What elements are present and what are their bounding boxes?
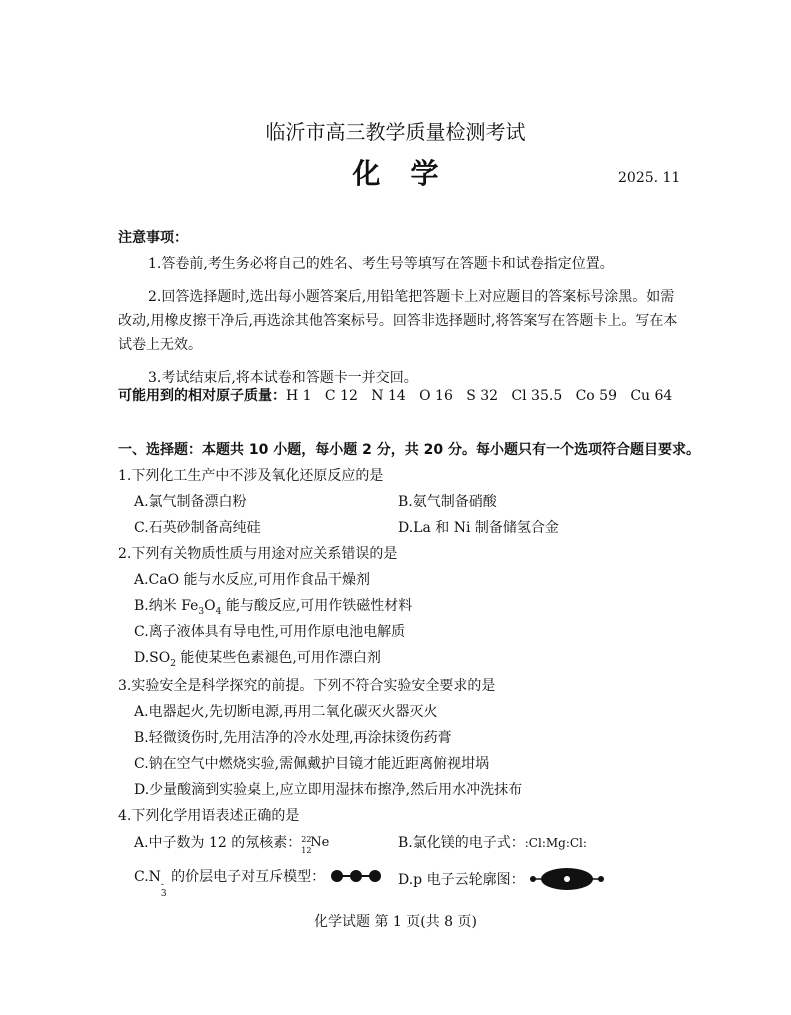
- option-b-subscript-2: 4: [215, 606, 222, 617]
- question-2-option-d: [134, 648, 381, 674]
- notes-block: [118, 228, 678, 399]
- atomic-masses-values: H 1 C 12 N 14 O 16 S 32 Cl 35.5 Co 59 Cu 64: [286, 388, 673, 404]
- option-b-subscript-1: 3: [198, 606, 205, 617]
- question-4-stem: 4.下列化学用语表述正确的是: [118, 808, 300, 824]
- option-d-subscript: 2: [170, 658, 176, 669]
- note-item-2: 2.回答选择题时,选出每小题答案后,用铅笔把答题卡上对应题目的答案标号涂黑。如需改动,用橡皮擦干净后,再选涂其他答案标号。回答非选择题时,将答案写在答题卡上。写在本试卷上无效。: [118, 289, 678, 353]
- question-2-option-a: A.CaO 能与水反应,可用作食品干燥剂: [134, 572, 370, 588]
- exam-date: 2025. 11: [618, 170, 681, 186]
- vsepr-linear-model-icon: [330, 869, 382, 883]
- count-subscript: 3: [160, 889, 167, 899]
- element-symbol: Ne: [310, 835, 330, 850]
- charge-superscript: -: [160, 880, 164, 890]
- question-1-option-c: C.石英砂制备高纯硅: [134, 520, 261, 536]
- option-a-text: A.中子数为 12 的氖核素：: [134, 835, 302, 851]
- option-c-text-pre: C.N: [134, 869, 161, 885]
- option-b-text-pre: B.纳米 Fe: [134, 598, 199, 614]
- question-3-option-b: B.轻微烫伤时,先用洁净的冷水处理,再涂抹烫伤药膏: [134, 730, 452, 746]
- option-d-text-post: 能使某些色素褪色,可用作漂白剂: [175, 650, 381, 666]
- p-orbital-cloud-icon: [529, 867, 605, 891]
- question-2-stem: 2.下列有关物质性质与用途对应关系错误的是: [118, 546, 398, 562]
- option-b-text-post: 能与酸反应,可用作铁磁性材料: [221, 598, 413, 614]
- section-heading: 一、选择题：本题共 10 小题，每小题 2 分，共 20 分。每小题只有一个选项符合题目要求。: [118, 442, 700, 458]
- note-item-1: 1.答卷前,考生务必将自己的姓名、考生号等填写在答题卡和试卷指定位置。: [148, 256, 614, 272]
- question-4-option-a: [134, 833, 330, 855]
- question-4-option-c: [134, 867, 382, 899]
- question-1-stem: 1.下列化工生产中不涉及氧化还原反应的是: [118, 468, 384, 484]
- question-3-option-c: C.钠在空气中燃烧实验,需佩戴护目镜才能近距离俯视坩埚: [134, 756, 490, 772]
- notes-heading: 注意事项：: [118, 230, 188, 246]
- question-1-option-b: B.氨气制备硝酸: [398, 494, 497, 510]
- option-d-text: D.p 电子云轮廓图：: [398, 872, 525, 888]
- subject-title: 化学: [352, 157, 469, 190]
- exam-title: 临沂市高三教学质量检测考试: [265, 120, 526, 144]
- atomic-masses: [118, 386, 672, 406]
- atomic-number: 12: [301, 846, 312, 855]
- neon-isotope-symbol: [301, 833, 330, 855]
- mass-number: 22: [301, 835, 312, 844]
- question-1-option-d: D.La 和 Ni 制备储氢合金: [398, 520, 559, 536]
- question-1-option-a: A.氯气制备漂白粉: [134, 494, 247, 510]
- question-4-option-d: [398, 867, 605, 891]
- page-footer: 化学试题 第 1 页(共 8 页): [314, 914, 477, 930]
- question-4-option-b: [398, 833, 587, 853]
- option-d-text-pre: D.SO: [134, 650, 171, 666]
- atomic-masses-label: 可能用到的相对原子质量：: [118, 388, 286, 404]
- question-3-option-a: A.电器起火,先切断电源,再用二氧化碳灭火器灭火: [134, 704, 438, 720]
- question-2-option-c: C.离子液体具有导电性,可用作原电池电解质: [134, 624, 406, 640]
- note-item-3: 3.考试结束后,将本试卷和答题卡一并交回。: [148, 370, 418, 386]
- option-c-text-post: 的价层电子对互斥模型：: [166, 869, 326, 885]
- question-2-option-b: [134, 596, 412, 622]
- question-3-stem: 3.实验安全是科学探究的前提。下列不符合实验安全要求的是: [118, 678, 496, 694]
- electron-formula: :Cl:Mg:Cl:: [524, 836, 587, 850]
- option-b-text: B.氯化镁的电子式：: [398, 835, 525, 851]
- option-b-text-mid: O: [204, 598, 216, 614]
- question-3-option-d: D.少量酸滴到实验桌上,应立即用湿抹布擦净,然后用水冲洗抹布: [134, 782, 523, 798]
